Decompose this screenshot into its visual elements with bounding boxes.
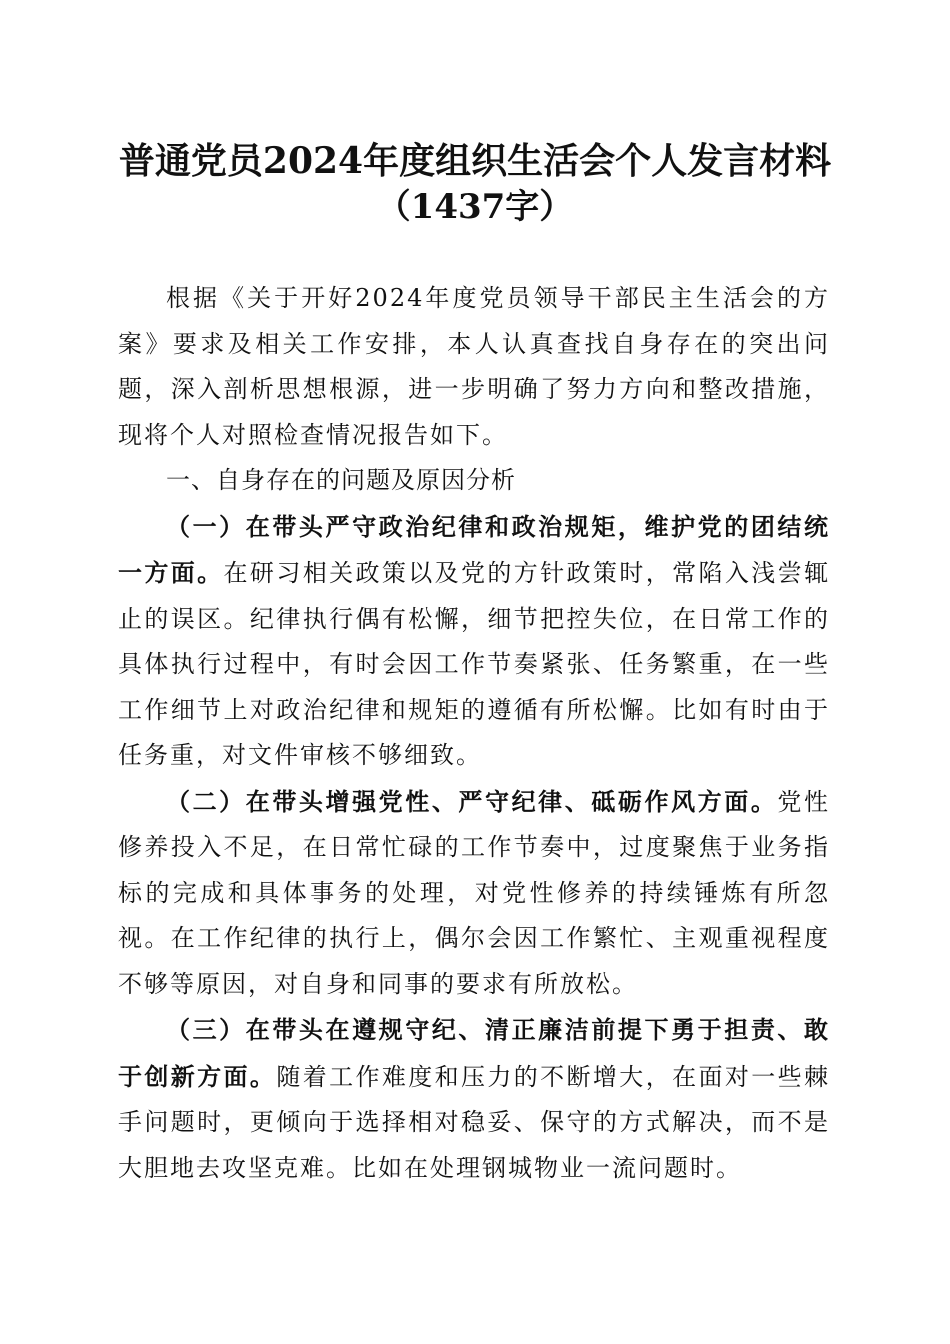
item-text-1: 在研习相关政策以及党的方针政策时，常陷入浅尝辄止的误区。纪律执行偶有松懈，细节把控失位，在日常工作的具体执行过程中，有时会因工作节奏紧张、任务繁重，在一些工作细节上对政治纪律和规矩的遵循有所松懈。比如有时由于任务重，对文件审核不够细致。 bbox=[118, 559, 831, 769]
item-lead-2: （二）在带头增强党性、严守纪律、砥砺作风方面。 bbox=[166, 786, 778, 816]
item-lead-3: （三）在带头在遵规守纪、清正廉洁前提下勇于担责、敢于创新方面。 bbox=[118, 1015, 830, 1091]
document-title: 普通党员2024年度组织生活会个人发言材料 bbox=[118, 140, 832, 182]
item-text-3: 随着工作难度和压力的不断增大，在面对一些棘手问题时，更倾向于选择相对稳妥、保守的方式解决，而不是大胆地去攻坚克难。比如在处理钢城物业一流问题时。 bbox=[118, 1062, 831, 1182]
item-lead-1: （一）在带头严守政治纪律和政治规矩，维护党的团结统一方面。 bbox=[118, 511, 830, 587]
item-paragraph-2 bbox=[118, 779, 830, 1008]
item-paragraph-1 bbox=[118, 504, 830, 779]
intro-paragraph: 根据《关于开好2024年度党员领导干部民主生活会的方案》要求及相关工作安排，本人认真查找自身存在的突出问题，深入剖析思想根源，进一步明确了努力方向和整改措施，现将个人对照检查情况报告如下。 bbox=[118, 284, 830, 449]
item-paragraph-3 bbox=[118, 1007, 830, 1191]
item-text-2: 党性修养投入不足，在日常忙碌的工作节奏中，过度聚焦于业务指标的完成和具体事务的处理，对党性修养的持续锤炼有所忽视。在工作纪律的执行上，偶尔会因工作繁忙、主观重视程度不够等原因，对自身和同事的要求有所放松。 bbox=[118, 787, 831, 998]
section-heading: 一、自身存在的问题及原因分析 bbox=[166, 466, 516, 494]
document-word-count: （1437字） bbox=[376, 187, 574, 227]
document-body bbox=[118, 276, 830, 1191]
